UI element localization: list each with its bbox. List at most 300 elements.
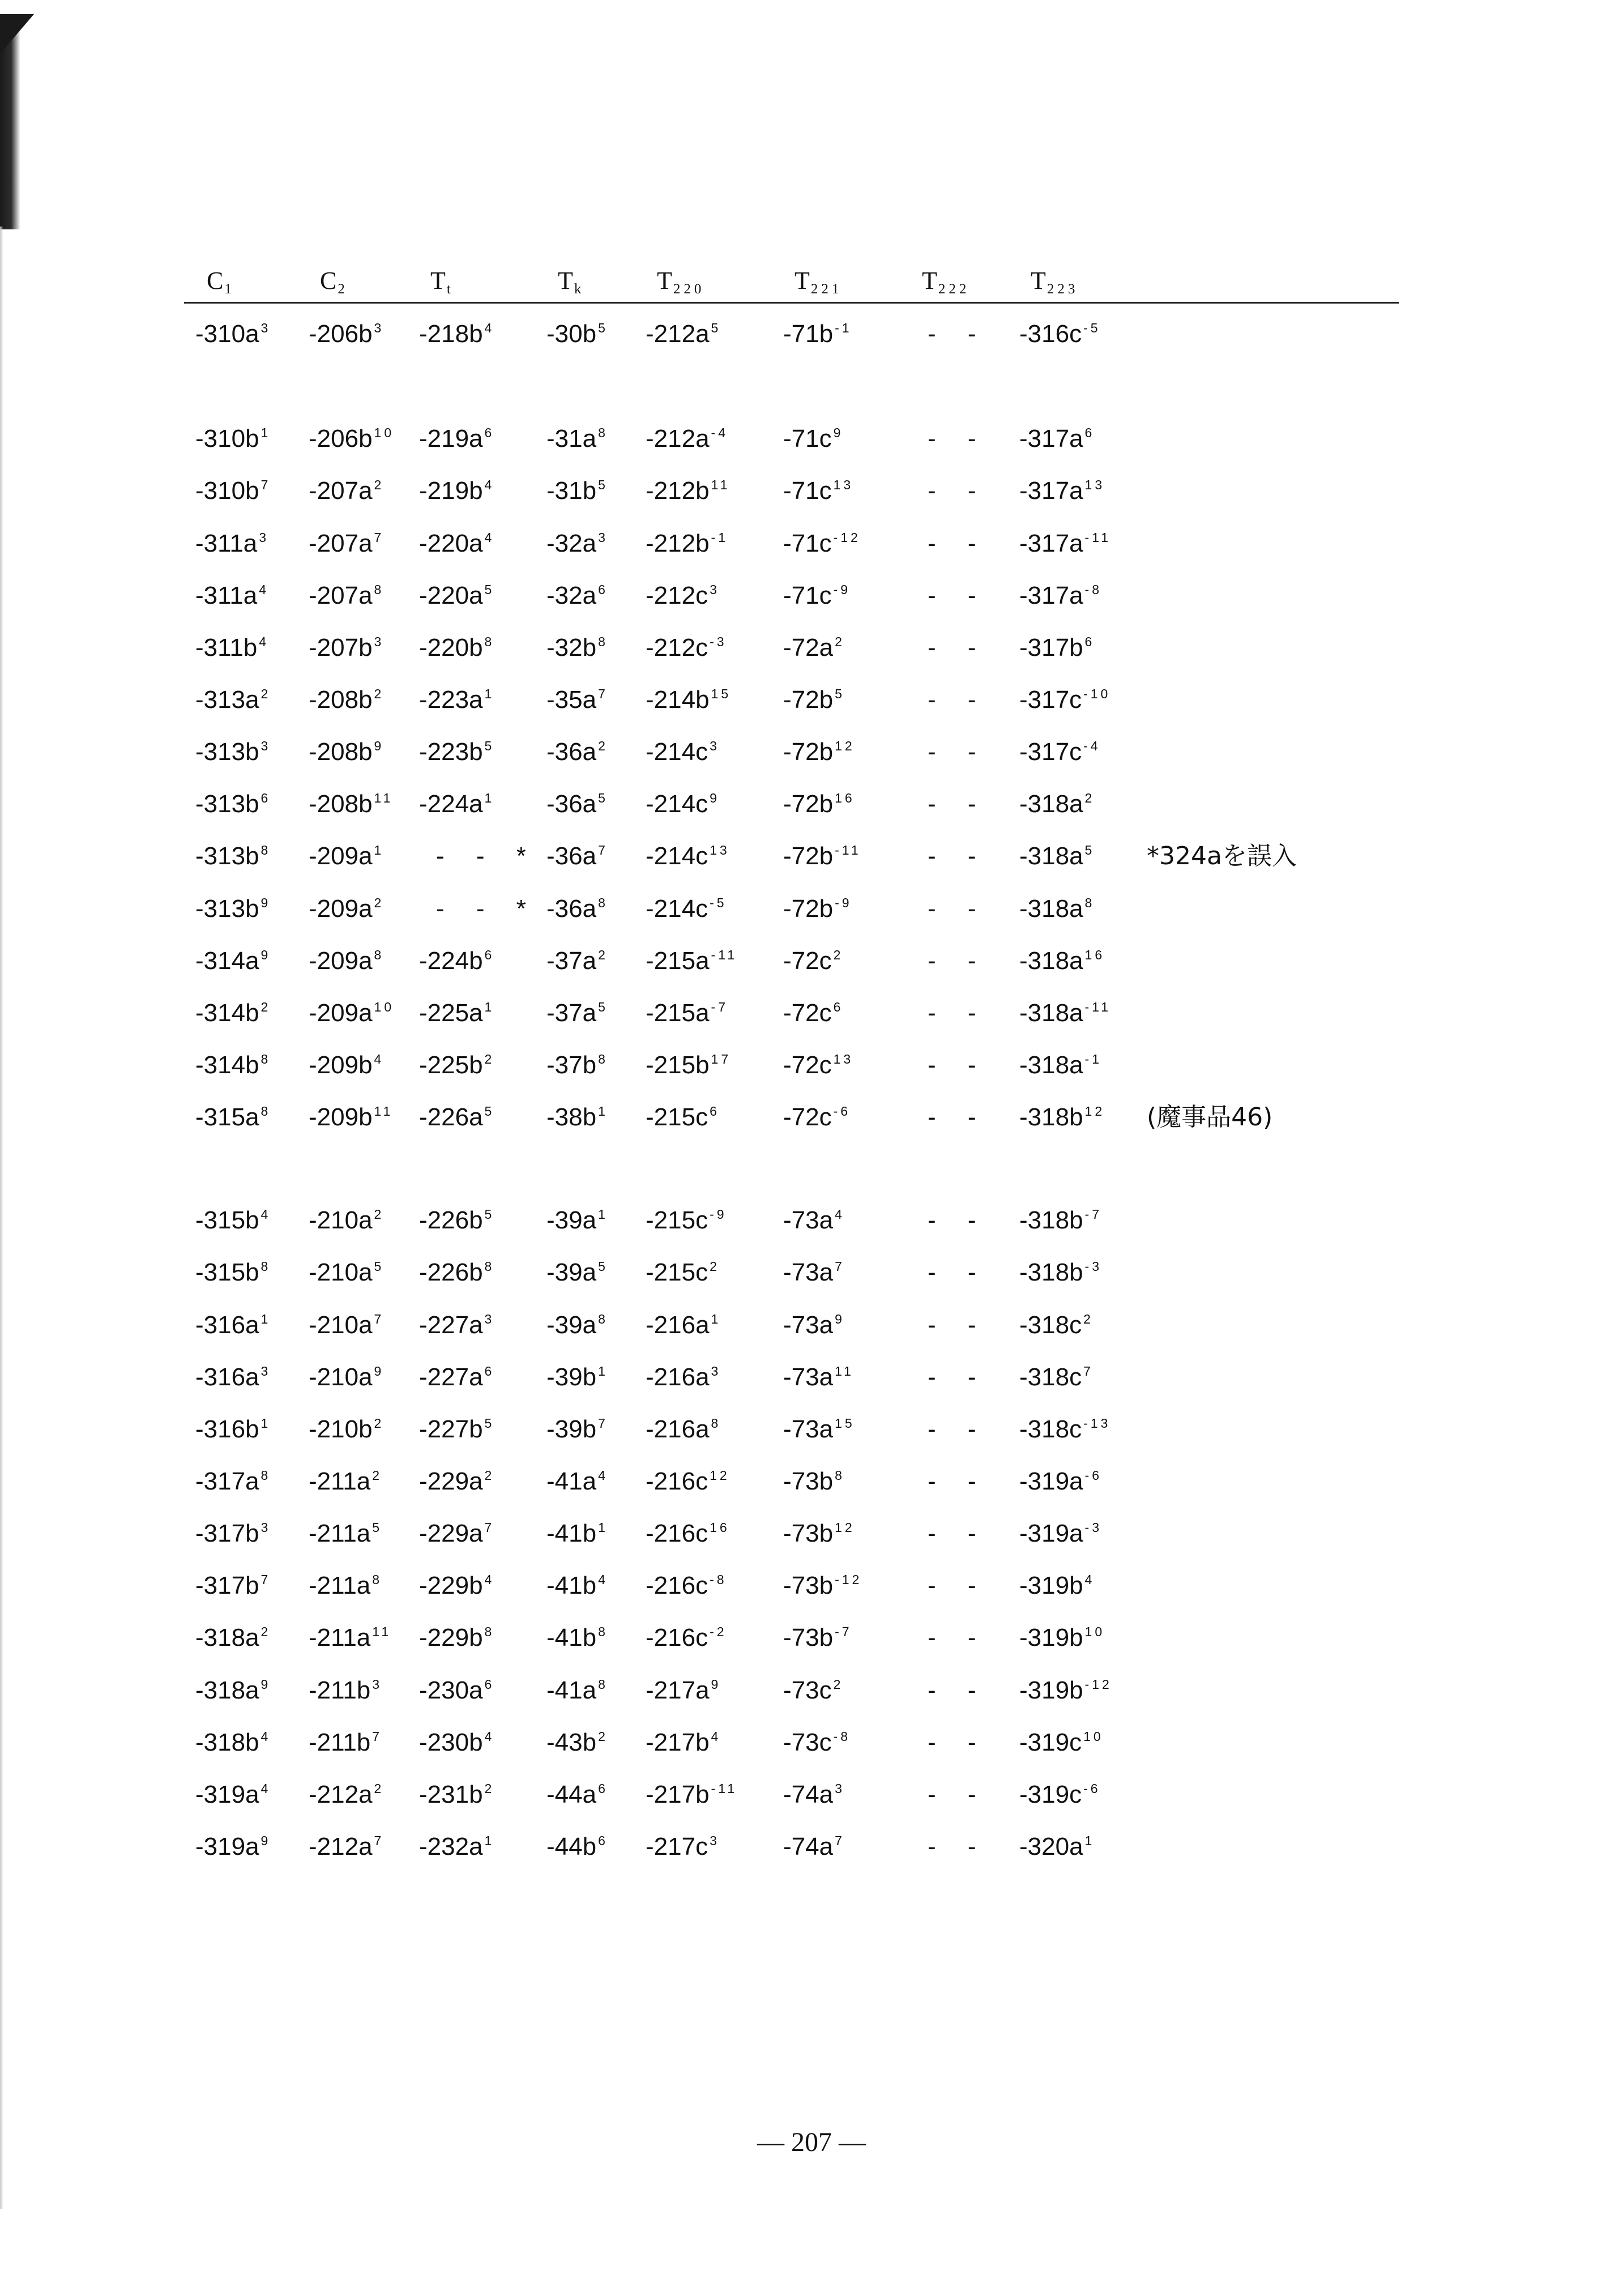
- cell-superscript: 4: [484, 1572, 495, 1587]
- table-cell: [646, 1674, 721, 1711]
- table-cell: [195, 839, 271, 877]
- table-row: [0, 1517, 1623, 1556]
- table-cell: [928, 1256, 989, 1290]
- cell-value: -74a: [783, 1781, 834, 1808]
- cell-superscript: -3: [1084, 1259, 1102, 1274]
- table-cell: [546, 839, 608, 877]
- cell-superscript: 2: [374, 1781, 385, 1796]
- table-cell: [419, 579, 494, 616]
- cell-superscript: -8: [710, 1572, 727, 1587]
- cell-superscript: 16: [835, 791, 855, 805]
- cell-superscript: 3: [260, 1520, 271, 1535]
- table-row: [0, 527, 1623, 566]
- cell-value: -226b: [419, 1206, 483, 1234]
- cell-value: - -: [928, 1833, 989, 1860]
- table-row: [0, 1569, 1623, 1608]
- table-cell: [1019, 996, 1111, 1034]
- cell-value: -310b: [195, 425, 259, 453]
- cell-value: -216c: [646, 1572, 708, 1599]
- cell-superscript: 4: [484, 477, 495, 492]
- cell-value: -311b: [195, 634, 258, 662]
- table-cell: [646, 1308, 721, 1346]
- cell-superscript: 8: [484, 634, 495, 649]
- table-cell: [1019, 839, 1095, 877]
- table-row: [0, 1100, 1623, 1140]
- table-cell: [783, 839, 861, 877]
- cell-value: -71c: [783, 582, 832, 609]
- cell-value: -319a: [1019, 1520, 1083, 1547]
- cell-value: -232a: [419, 1833, 483, 1860]
- cell-superscript: 9: [833, 425, 844, 440]
- cell-superscript: -9: [833, 582, 851, 597]
- cell-value: -223b: [419, 738, 483, 766]
- cell-superscript: 12: [835, 1520, 855, 1535]
- table-cell: [309, 1204, 384, 1241]
- table-cell: [195, 1204, 271, 1241]
- cell-value: -37b: [546, 1051, 597, 1079]
- table-cell: [928, 1778, 989, 1812]
- cell-superscript: 1: [598, 1207, 608, 1222]
- cell-superscript: -1: [1084, 1052, 1102, 1066]
- cell-value: -41a: [546, 1467, 597, 1495]
- table-cell: [928, 1048, 989, 1082]
- cell-superscript: 2: [374, 477, 385, 492]
- table-cell: [646, 1256, 720, 1293]
- cell-value: -227a: [419, 1363, 483, 1391]
- cell-superscript: 8: [260, 843, 271, 857]
- cell-superscript: 8: [1084, 895, 1095, 910]
- cell-value: -226b: [419, 1258, 483, 1286]
- cell-value: - -: [928, 1258, 989, 1286]
- cell-superscript: 7: [374, 1833, 385, 1848]
- cell-value: -210a: [309, 1206, 373, 1234]
- cell-value: -316a: [195, 1311, 259, 1339]
- cell-value: -314b: [195, 1051, 259, 1079]
- table-cell: [309, 996, 394, 1034]
- cell-superscript: 4: [259, 634, 270, 649]
- table-cell: [309, 1465, 382, 1502]
- cell-value: -224b: [419, 947, 483, 975]
- cell-value: -211a: [309, 1572, 371, 1599]
- cell-value: -214b: [646, 686, 710, 714]
- table-cell: [1019, 787, 1095, 825]
- table-cell: [646, 317, 721, 355]
- cell-superscript: 10: [374, 1000, 395, 1014]
- cell-value: -210a: [309, 1363, 373, 1391]
- cell-value: -207a: [309, 582, 373, 609]
- cell-superscript: 1: [260, 425, 271, 440]
- cell-value: -317a: [1019, 477, 1083, 505]
- cell-superscript: 4: [484, 1729, 495, 1744]
- cell-superscript: 4: [1084, 1572, 1095, 1587]
- header-rule: [184, 302, 1399, 304]
- column-header: [558, 266, 584, 295]
- cell-value: -212b: [646, 530, 710, 557]
- cell-value: - -: [928, 425, 989, 453]
- cell-value: -217c: [646, 1833, 708, 1860]
- cell-superscript: 11: [711, 477, 731, 492]
- cell-superscript: 8: [484, 1259, 495, 1274]
- cell-value: -316c: [1019, 320, 1082, 348]
- cell-superscript: 8: [598, 634, 608, 649]
- table-cell: [783, 1830, 845, 1867]
- cell-value: -212c: [646, 634, 708, 662]
- table-cell: [1019, 1569, 1095, 1606]
- cell-value: - -: [928, 1363, 989, 1391]
- cell-superscript: 8: [372, 1572, 383, 1587]
- table-cell: [309, 1569, 382, 1606]
- cell-value: -316b: [195, 1415, 259, 1443]
- cell-value: -71c: [783, 477, 832, 505]
- cell-value: -210a: [309, 1311, 373, 1339]
- cell-superscript: 5: [374, 1259, 385, 1274]
- cell-value: -37a: [546, 999, 597, 1027]
- table-cell: [309, 527, 384, 564]
- cell-value: -229a: [419, 1520, 483, 1547]
- cell-superscript: 8: [374, 582, 385, 597]
- cell-value: -227a: [419, 1311, 483, 1339]
- table-cell: [783, 683, 845, 720]
- cell-superscript: 2: [710, 1259, 720, 1274]
- table-cell: [1019, 579, 1102, 616]
- table-cell: [646, 579, 720, 616]
- cell-superscript: -1: [835, 321, 852, 335]
- cell-superscript: -12: [835, 1572, 862, 1587]
- cell-value: -224a: [419, 790, 483, 818]
- table-row: [0, 1412, 1623, 1452]
- cell-superscript: 7: [372, 1729, 383, 1744]
- table-cell: [783, 1465, 845, 1502]
- table-row: [0, 474, 1623, 514]
- cell-value: -38b: [546, 1103, 597, 1131]
- cell-value: -216c: [646, 1624, 708, 1651]
- table-cell: [546, 317, 608, 355]
- cell-superscript: -10: [1083, 686, 1111, 701]
- cell-superscript: 9: [260, 1833, 271, 1848]
- cell-superscript: -4: [711, 425, 728, 440]
- cell-value: -318a: [1019, 790, 1083, 818]
- cell-superscript: 6: [598, 1833, 608, 1848]
- cell-value: -72c: [783, 999, 832, 1027]
- table-cell: [546, 996, 608, 1034]
- cell-value: - -: [928, 320, 989, 348]
- table-cell: [928, 631, 989, 665]
- table-cell: [928, 1465, 989, 1499]
- column-header-base: T: [795, 267, 810, 295]
- cell-value: - -: [928, 947, 989, 975]
- cell-value: -317b: [195, 1520, 259, 1547]
- table-cell: [928, 317, 989, 351]
- cell-superscript: 5: [484, 1416, 495, 1431]
- table-cell: [646, 683, 731, 720]
- table-cell: [783, 317, 852, 355]
- table-cell: [1019, 317, 1101, 355]
- cell-value: -71c: [783, 425, 832, 453]
- cell-superscript: 9: [260, 1677, 271, 1692]
- cell-superscript: 16: [1084, 948, 1105, 962]
- column-header-base: T: [558, 267, 573, 295]
- cell-superscript: 3: [710, 739, 720, 753]
- table-cell: [646, 1048, 731, 1086]
- cell-superscript: 1: [1084, 1833, 1095, 1848]
- table-cell: [783, 892, 852, 929]
- cell-superscript: 2: [598, 948, 608, 962]
- cell-value: -41b: [546, 1572, 597, 1599]
- cell-value: -311a: [195, 582, 258, 609]
- cell-value: -36a: [546, 738, 597, 766]
- table-cell: [1019, 1674, 1112, 1711]
- cell-superscript: 3: [374, 634, 385, 649]
- cell-superscript: 5: [835, 686, 845, 701]
- table-cell: [309, 1048, 384, 1086]
- table-cell: [195, 735, 271, 773]
- cell-value: - -: [928, 999, 989, 1027]
- cell-value: -212c: [646, 582, 708, 609]
- table-cell: [646, 1830, 720, 1867]
- table-cell: [646, 631, 727, 668]
- cell-value: -313b: [195, 790, 259, 818]
- cell-superscript: -3: [1084, 1520, 1102, 1535]
- table-cell: [1019, 683, 1111, 720]
- table-cell: [309, 579, 384, 616]
- cell-superscript: 7: [835, 1259, 845, 1274]
- cell-superscript: 4: [260, 1207, 271, 1222]
- cell-value: -318b: [1019, 1258, 1083, 1286]
- table-cell: [783, 1778, 845, 1815]
- table-cell: [1019, 527, 1111, 564]
- table-cell: [195, 944, 271, 981]
- cell-value: -209a: [309, 947, 373, 975]
- cell-value: -318a: [195, 1624, 259, 1651]
- cell-superscript: 8: [260, 1104, 271, 1119]
- table-cell: [419, 1048, 494, 1086]
- cell-value: -39a: [546, 1206, 597, 1234]
- table-cell: [546, 1674, 608, 1711]
- cell-superscript: 8: [598, 1677, 608, 1692]
- cell-value: -206b: [309, 320, 373, 348]
- cell-value: - -: [928, 1415, 989, 1443]
- cell-value: -36a: [546, 790, 597, 818]
- cell-value: -207b: [309, 634, 373, 662]
- table-cell: [546, 787, 608, 825]
- table-cell: [783, 474, 853, 511]
- table-cell: [309, 1100, 393, 1138]
- table-row: [0, 996, 1623, 1036]
- table-cell: [783, 1569, 862, 1606]
- cell-superscript: 2: [598, 1729, 608, 1744]
- table-cell: [195, 1412, 271, 1450]
- cell-superscript: 16: [710, 1520, 730, 1535]
- cell-value: -314a: [195, 947, 259, 975]
- cell-value: -226a: [419, 1103, 483, 1131]
- table-cell: [1019, 944, 1105, 981]
- cell-superscript: 7: [374, 530, 385, 545]
- cell-superscript: 9: [260, 948, 271, 962]
- cell-value: - -: [928, 686, 989, 714]
- table-cell: [928, 787, 989, 821]
- cell-superscript: 2: [835, 634, 845, 649]
- cell-superscript: 13: [833, 477, 854, 492]
- cell-superscript: -11: [835, 843, 861, 857]
- table-cell: [928, 1569, 989, 1603]
- row-note: (魔事品46): [1147, 1103, 1273, 1132]
- cell-superscript: 4: [835, 1207, 845, 1222]
- table-row: [0, 1726, 1623, 1765]
- table-cell: [546, 474, 608, 511]
- table-cell: [309, 1621, 391, 1658]
- table-cell: [646, 1726, 721, 1763]
- cell-value: - -: [928, 1103, 989, 1131]
- table-cell: [546, 1517, 608, 1554]
- column-header-base: C: [320, 267, 337, 295]
- cell-superscript: -2: [710, 1624, 727, 1639]
- column-header: [1031, 266, 1078, 295]
- cell-value: -231b: [419, 1781, 483, 1808]
- table-cell: [419, 1256, 494, 1293]
- cell-value: -319c: [1019, 1781, 1082, 1808]
- table-cell: [1019, 1726, 1104, 1763]
- cell-value: -220b: [419, 634, 483, 662]
- cell-superscript: -1: [711, 530, 728, 545]
- table-cell: [783, 1412, 855, 1450]
- cell-superscript: 1: [374, 843, 385, 857]
- cell-value: -319a: [195, 1781, 259, 1808]
- cell-value: -219a: [419, 425, 483, 453]
- cell-value: -216a: [646, 1415, 710, 1443]
- cell-value: -214c: [646, 790, 708, 818]
- cell-superscript: 6: [260, 791, 271, 805]
- cell-value: -207a: [309, 530, 373, 557]
- table-cell: [646, 735, 720, 773]
- cell-value: -211b: [309, 1729, 371, 1756]
- table-cell: [928, 944, 989, 978]
- cell-value: -317c: [1019, 686, 1082, 714]
- table-cell: [646, 422, 728, 459]
- cell-superscript: 11: [372, 1624, 392, 1639]
- cell-superscript: 4: [711, 1729, 721, 1744]
- table-row: [0, 1256, 1623, 1295]
- table-row: [0, 683, 1623, 723]
- table-cell: [195, 1830, 271, 1867]
- table-cell: [928, 579, 989, 613]
- table-cell: [928, 1621, 989, 1655]
- cell-superscript: -6: [1083, 1781, 1101, 1796]
- cell-value: -208b: [309, 686, 373, 714]
- cell-superscript: 4: [260, 1729, 271, 1744]
- table-cell: [419, 631, 494, 668]
- cell-superscript: -9: [835, 895, 852, 910]
- cell-value: -223a: [419, 686, 483, 714]
- cell-superscript: 6: [484, 425, 495, 440]
- table-cell: [436, 839, 539, 873]
- table-cell: [646, 944, 737, 981]
- cell-value: -313b: [195, 895, 259, 923]
- cell-superscript: 5: [598, 791, 608, 805]
- cell-value: -41b: [546, 1520, 597, 1547]
- cell-value: -215a: [646, 947, 710, 975]
- cell-superscript: 2: [374, 895, 385, 910]
- table-cell: [546, 1100, 608, 1138]
- cell-superscript: 7: [260, 477, 271, 492]
- table-cell: [783, 1621, 852, 1658]
- cell-superscript: 1: [260, 1312, 271, 1326]
- column-header-subscript: 2: [338, 281, 348, 297]
- cell-value: -311a: [195, 530, 258, 557]
- cell-superscript: 9: [835, 1312, 845, 1326]
- table-cell: [1019, 735, 1101, 773]
- column-header-subscript: 220: [673, 281, 705, 297]
- cell-value: -319a: [195, 1833, 259, 1860]
- table-cell: [546, 1360, 608, 1398]
- table-cell: [309, 1830, 384, 1867]
- page-number: — 207 —: [757, 2127, 866, 2157]
- cell-value: -318c: [1019, 1363, 1082, 1391]
- cell-value: - -: [928, 1572, 989, 1599]
- table-cell: [419, 1517, 494, 1554]
- cell-superscript: 7: [598, 843, 608, 857]
- table-cell: [646, 1465, 730, 1502]
- table-cell: [309, 474, 384, 511]
- table-cell: [419, 474, 494, 511]
- table-cell: [309, 422, 394, 459]
- column-header-base: T: [657, 267, 672, 295]
- cell-value: -210a: [309, 1258, 373, 1286]
- cell-value: -212a: [646, 320, 710, 348]
- table-cell: [195, 1308, 271, 1346]
- cell-value: -41b: [546, 1624, 597, 1651]
- cell-value: -39a: [546, 1311, 597, 1339]
- table-cell: [195, 474, 271, 511]
- cell-superscript: 5: [484, 582, 495, 597]
- cell-superscript: 2: [598, 739, 608, 753]
- table-cell: [783, 996, 843, 1034]
- table-cell: [419, 1569, 494, 1606]
- table-cell: [928, 1100, 989, 1134]
- cell-value: -44b: [546, 1833, 597, 1860]
- cell-superscript: -7: [835, 1624, 852, 1639]
- cell-superscript: 2: [1084, 791, 1095, 805]
- table-row: [0, 1830, 1623, 1870]
- cell-value: -316a: [195, 1363, 259, 1391]
- cell-superscript: 2: [833, 1677, 844, 1692]
- cell-superscript: 1: [484, 791, 495, 805]
- column-header-base: T: [922, 267, 937, 295]
- cell-superscript: 17: [711, 1052, 732, 1066]
- cell-value: - -: [928, 1467, 989, 1495]
- cell-superscript: 8: [598, 1624, 608, 1639]
- cell-superscript: 1: [598, 1520, 608, 1535]
- table-cell: [646, 892, 727, 929]
- column-header-subscript: k: [574, 281, 585, 297]
- cell-value: -318b: [195, 1729, 259, 1756]
- table-cell: [309, 1412, 384, 1450]
- column-header-base: T: [430, 267, 446, 295]
- cell-superscript: 3: [835, 1781, 845, 1796]
- table-cell: [419, 1204, 494, 1241]
- cell-value: -36a: [546, 895, 597, 923]
- table-cell: [309, 317, 384, 355]
- cell-superscript: 5: [484, 1207, 495, 1222]
- table-cell: [309, 787, 393, 825]
- cell-value: -319c: [1019, 1729, 1082, 1756]
- cell-value: -215c: [646, 1103, 708, 1131]
- cell-value: - -: [928, 895, 989, 923]
- cell-value: - -: [928, 1520, 989, 1547]
- cell-value: -214c: [646, 895, 708, 923]
- table-cell: [1019, 1360, 1094, 1398]
- cell-value: -73c: [783, 1729, 832, 1756]
- table-cell: [928, 839, 989, 873]
